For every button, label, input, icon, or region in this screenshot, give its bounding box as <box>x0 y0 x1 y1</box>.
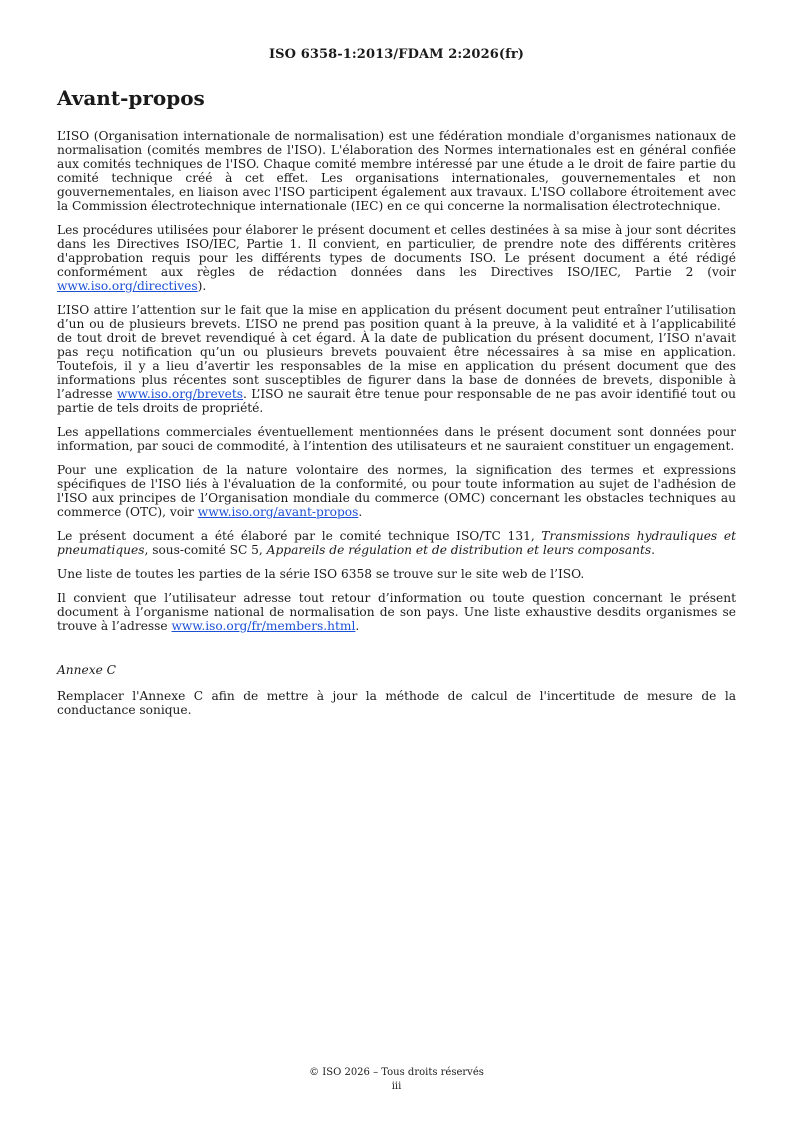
annex-label: Annexe C <box>57 663 116 677</box>
copyright-notice: © ISO 2026 – Tous droits réservés <box>309 1067 484 1078</box>
subcommittee-title: Appareils de régulation et de distribution et leurs composants <box>266 543 652 557</box>
paragraph-procedures <box>57 223 736 293</box>
patents-link[interactable]: www.iso.org/brevets <box>116 387 244 401</box>
foreword-body <box>57 129 736 727</box>
paragraph-voluntary-end: . <box>358 505 363 519</box>
paragraph-feedback-end: . <box>355 619 360 633</box>
paragraph-committee-mid: , sous-comité SC 5, <box>144 543 267 557</box>
paragraph-voluntary-nature <box>57 463 736 519</box>
directives-link[interactable]: www.iso.org/directives <box>57 279 198 293</box>
paragraph-feedback-text: Il convient que l’utilisateur adresse tout retour d’information ou toute question concernant le présent document à l’organisme national de normalisation de son pays. Une liste exhaustive desdits organismes se trouve à l’adresse <box>57 591 736 633</box>
paragraph-series-list: Une liste de toutes les parties de la série ISO 6358 se trouve sur le site web de l’ISO. <box>57 567 585 581</box>
committee-title: Transmissions hydrauliques et pneumatiques <box>57 529 736 557</box>
paragraph-feedback <box>57 591 736 633</box>
paragraph-procedures-end: ). <box>197 279 207 293</box>
paragraph-patents <box>57 303 736 415</box>
annex-instruction: Remplacer l'Annexe C afin de mettre à jour la méthode de calcul de l'incertitude de mesure de la conductance sonique. <box>57 689 736 717</box>
paragraph-iso-intro: L’ISO (Organisation internationale de normalisation) est une fédération mondiale d'organismes nationaux de normalisation (comités membres de l'ISO). L'élaboration des Normes internationales est en général confiée aux comités techniques de l'ISO. Chaque comité membre intéressé par une étude a le droit de faire partie du comité technique créé à cet effet. Les organisations internationales, gouvernementales et non gouvernementales, en liaison avec l'ISO participent également aux travaux. L'ISO collabore étroitement avec la Commission électrotechnique internationale (IEC) en ce qui concerne la normalisation électrotechnique. <box>57 129 736 213</box>
foreword-link[interactable]: www.iso.org/avant-propos <box>197 505 359 519</box>
paragraph-committee-text: Le présent document a été élaboré par le comité technique ISO/TC 131, <box>57 529 542 543</box>
paragraph-voluntary-text: Pour une explication de la nature volontaire des normes, la signification des termes et expressions spécifiques de l'ISO liés à l'évaluation de la conformité, ou pour toute information au sujet de l'adhésion de l'ISO aux principes de l’Organisation mondiale du commerce (OMC) concernant les obstacles techniques au commerce (OTC), voir <box>57 463 736 519</box>
paragraph-committee-end: . <box>651 543 656 557</box>
page-footer <box>0 1066 793 1094</box>
members-link[interactable]: www.iso.org/fr/members.html <box>171 619 356 633</box>
paragraph-committee <box>57 529 736 557</box>
page-title: Avant-propos <box>57 86 205 110</box>
paragraph-procedures-text: Les procédures utilisées pour élaborer le présent document et celles destinées à sa mise à jour sont décrites dans les Directives ISO/IEC, Partie 1. Il convient, en particulier, de prendre note des différents critères d'approbation requis pour les différents types de documents ISO. Le présent document a été rédigé conformément aux règles de rédaction données dans les Directives ISO/IEC, Partie 2 (voir <box>57 223 736 279</box>
page-number: iii <box>391 1081 402 1092</box>
paragraph-patents-text: L’ISO attire l’attention sur le fait que la mise en application du présent document peut entraîner l’utilisation d’un ou de plusieurs brevets. L’ISO ne prend pas position quant à la preuve, à la validité et à l’applicabilité de tout droit de brevet revendiqué à cet égard. À la date de publication du présent document, l’ISO n'avait pas reçu notification qu’un ou plusieurs brevets pouvaient être nécessaires à sa mise en application. Toutefois, il y a lieu d’avertir les responsables de la mise en application du présent document que des informations plus récentes sont susceptibles de figurer dans la base de données de brevets, disponible à l’adresse <box>57 303 736 401</box>
document-header: ISO 6358-1:2013/FDAM 2:2026(fr) <box>268 47 525 62</box>
paragraph-trade-names: Les appellations commerciales éventuellement mentionnées dans le présent document sont données pour information, par souci de commodité, à l’intention des utilisateurs et ne sauraient constituer un engagement. <box>57 425 736 453</box>
paragraph-patents-end: . L’ISO ne saurait être tenue pour responsable de ne pas avoir identifié tout ou partie de tels droits de propriété. <box>57 387 736 415</box>
